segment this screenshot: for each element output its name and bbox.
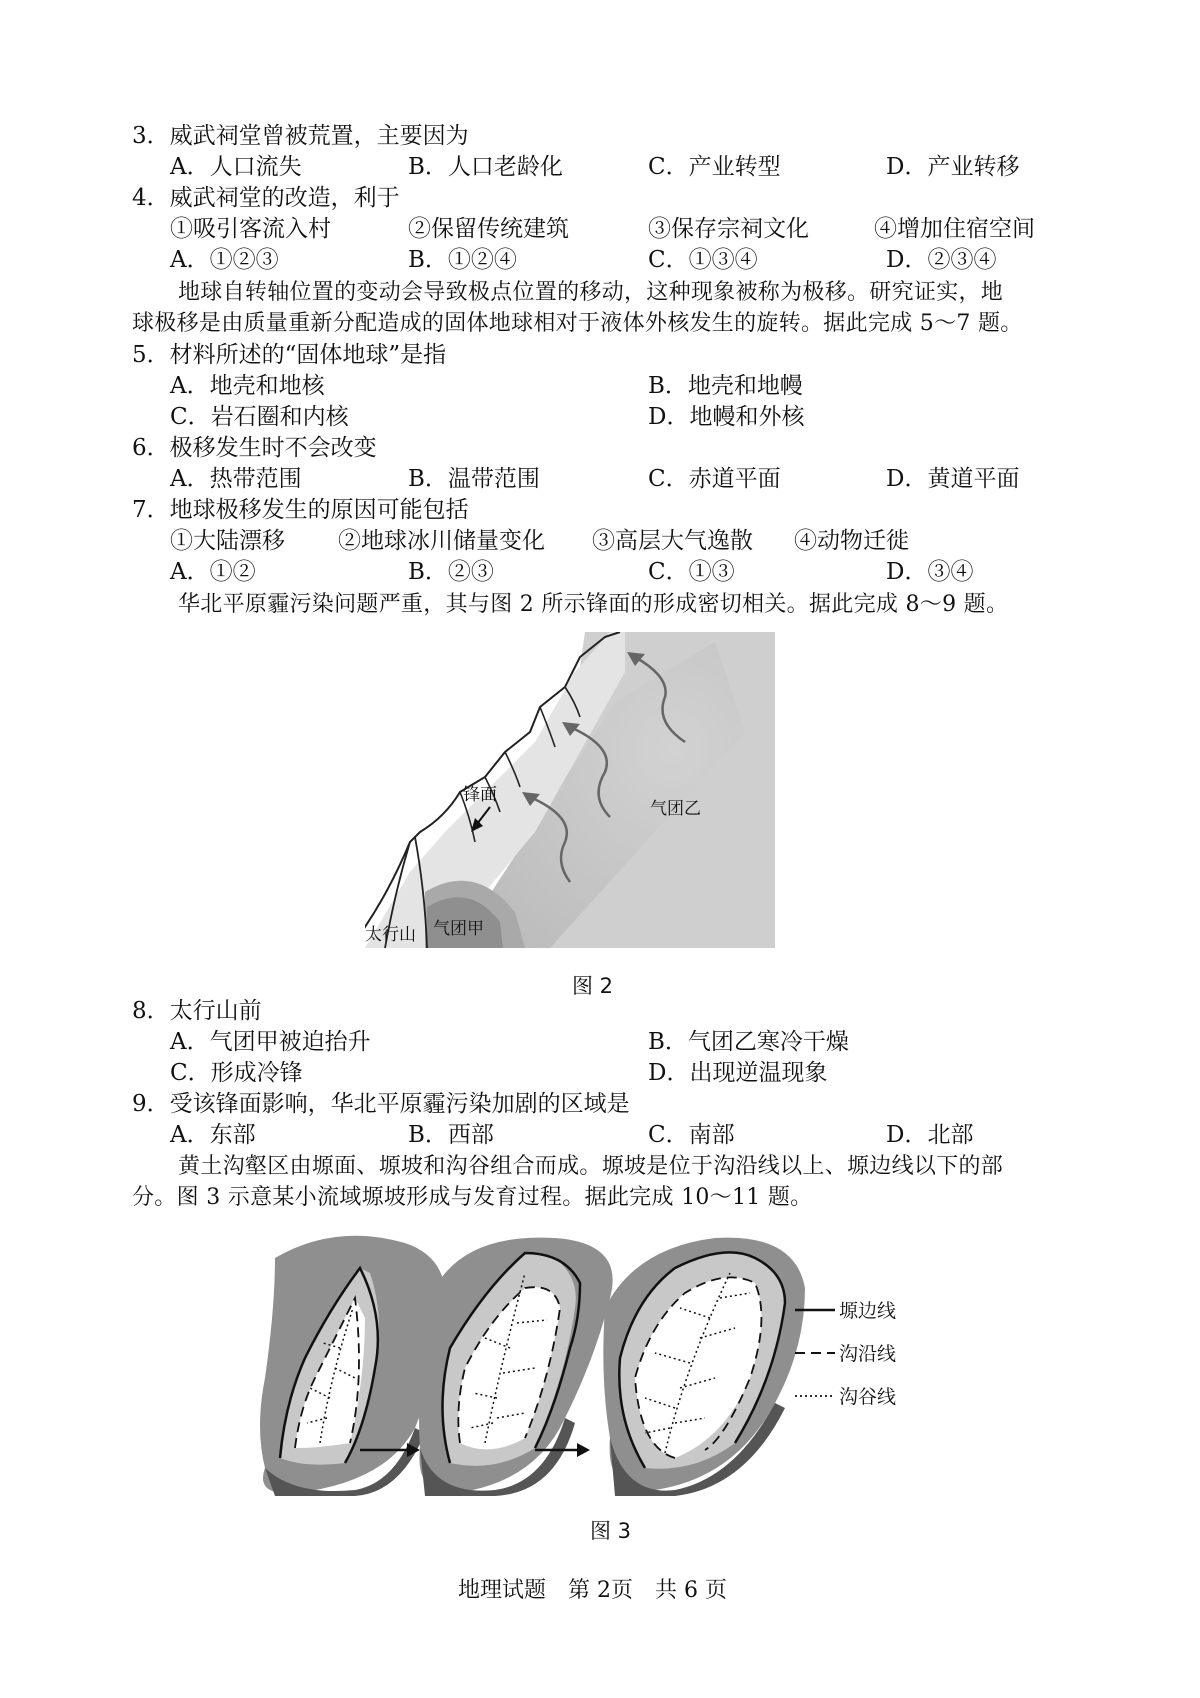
q7-option-c: C．①③ [648, 559, 735, 585]
q4-item-3: ③保存宗祠文化 [648, 216, 809, 242]
q7-item-3: ③高层大气逸散 [592, 528, 753, 554]
q9-option-c: C．南部 [648, 1122, 735, 1148]
q5-stem: 5．材料所述的“固体地球”是指 [132, 342, 447, 368]
q4-option-d: D．②③④ [886, 247, 997, 273]
q9-option-d: D．北部 [886, 1122, 974, 1148]
q9-stem: 9．受该锋面影响，华北平原霾污染加剧的区域是 [132, 1091, 630, 1117]
q8-option-c: C．形成冷锋 [170, 1060, 303, 1086]
passage3-line1: 黄土沟壑区由塬面、塬坡和沟谷组合而成。塬坡是位于沟沿线以上、塬边线以下的部 [178, 1154, 1004, 1179]
legend-valley-line-label: 沟谷线 [839, 1386, 897, 1408]
q8-option-d: D．出现逆温现象 [648, 1060, 828, 1086]
passage1-line2: 球极移是由质量重新分配造成的固体地球相对于液体外核发生的旋转。据此完成 5～7 题。 [132, 311, 1023, 336]
q8-option-b: B．气团乙寒冷干燥 [648, 1029, 849, 1055]
page-footer: 地理试题 第 2页 共 6 页 [458, 1578, 727, 1603]
q8-stem: 8．太行山前 [132, 998, 262, 1024]
q4-item-4: ④增加住宿空间 [874, 216, 1035, 242]
passage1-line1: 地球自转轴位置的变动会导致极点位置的移动，这种现象被称为极移。研究证实，地 [178, 280, 1004, 305]
figure3-stage-1 [260, 1236, 446, 1496]
q9-option-b: B．西部 [408, 1122, 494, 1148]
label-airmass-a: 气团甲 [433, 919, 484, 939]
legend-edge-line-label: 沟沿线 [839, 1343, 897, 1365]
figure2-diagram [365, 632, 775, 950]
q3-option-a: A．人口流失 [170, 154, 302, 180]
q3-stem: 3．威武祠堂曾被荒置，主要因为 [132, 123, 469, 149]
q5-option-c: C．岩石圈和内核 [170, 404, 349, 430]
legend-rim-line-label: 塬边线 [839, 1300, 897, 1322]
figure3-stage-3 [603, 1238, 805, 1496]
q7-item-2: ②地球冰川储量变化 [338, 528, 545, 554]
q4-option-a: A．①②③ [170, 247, 279, 273]
q5-option-a: A．地壳和地核 [170, 373, 325, 399]
q6-stem: 6．极移发生时不会改变 [132, 435, 377, 461]
label-airmass-b: 气团乙 [650, 799, 701, 819]
q4-option-c: C．①③④ [648, 247, 758, 273]
q4-stem: 4．威武祠堂的改造，利于 [132, 185, 400, 211]
q5-option-d: D．地幔和外核 [648, 404, 805, 430]
q4-option-b: B．①②④ [408, 247, 517, 273]
q6-option-a: A．热带范围 [170, 466, 302, 492]
passage2-line1: 华北平原霾污染问题严重，其与图 2 所示锋面的形成密切相关。据此完成 8～9 题。 [178, 592, 1009, 617]
q7-option-d: D．③④ [886, 559, 974, 585]
q5-option-b: B．地壳和地幔 [648, 373, 803, 399]
q4-item-2: ②保留传统建筑 [408, 216, 569, 242]
q8-option-a: A．气团甲被迫抬升 [170, 1029, 371, 1055]
q3-option-c: C．产业转型 [648, 154, 781, 180]
q4-item-1: ①吸引客流入村 [170, 216, 331, 242]
q7-stem: 7．地球极移发生的原因可能包括 [132, 497, 469, 523]
q7-option-a: A．①② [170, 559, 256, 585]
figure3-diagram [235, 1228, 995, 1496]
q3-option-b: B．人口老龄化 [408, 154, 563, 180]
q9-option-a: A．东部 [170, 1122, 256, 1148]
label-front: 锋面 [463, 785, 497, 805]
q7-item-4: ④动物迁徙 [794, 528, 909, 554]
q6-option-d: D．黄道平面 [886, 466, 1020, 492]
figure2-caption: 图 2 [572, 974, 614, 998]
passage3-line2: 分。图 3 示意某小流域塬坡形成与发育过程。据此完成 10～11 题。 [132, 1185, 813, 1210]
q7-option-b: B．②③ [408, 559, 494, 585]
q6-option-b: B．温带范围 [408, 466, 540, 492]
figure3-stage-2 [419, 1238, 613, 1496]
q6-option-c: C．赤道平面 [648, 466, 781, 492]
figure3-caption: 图 3 [590, 1519, 632, 1543]
figure3-legend [795, 1300, 896, 1408]
q7-item-1: ①大陆漂移 [170, 528, 285, 554]
q3-option-d: D．产业转移 [886, 154, 1020, 180]
label-mountain: 太行山 [365, 925, 416, 945]
arrow-stage-2-3-head [577, 1443, 590, 1457]
